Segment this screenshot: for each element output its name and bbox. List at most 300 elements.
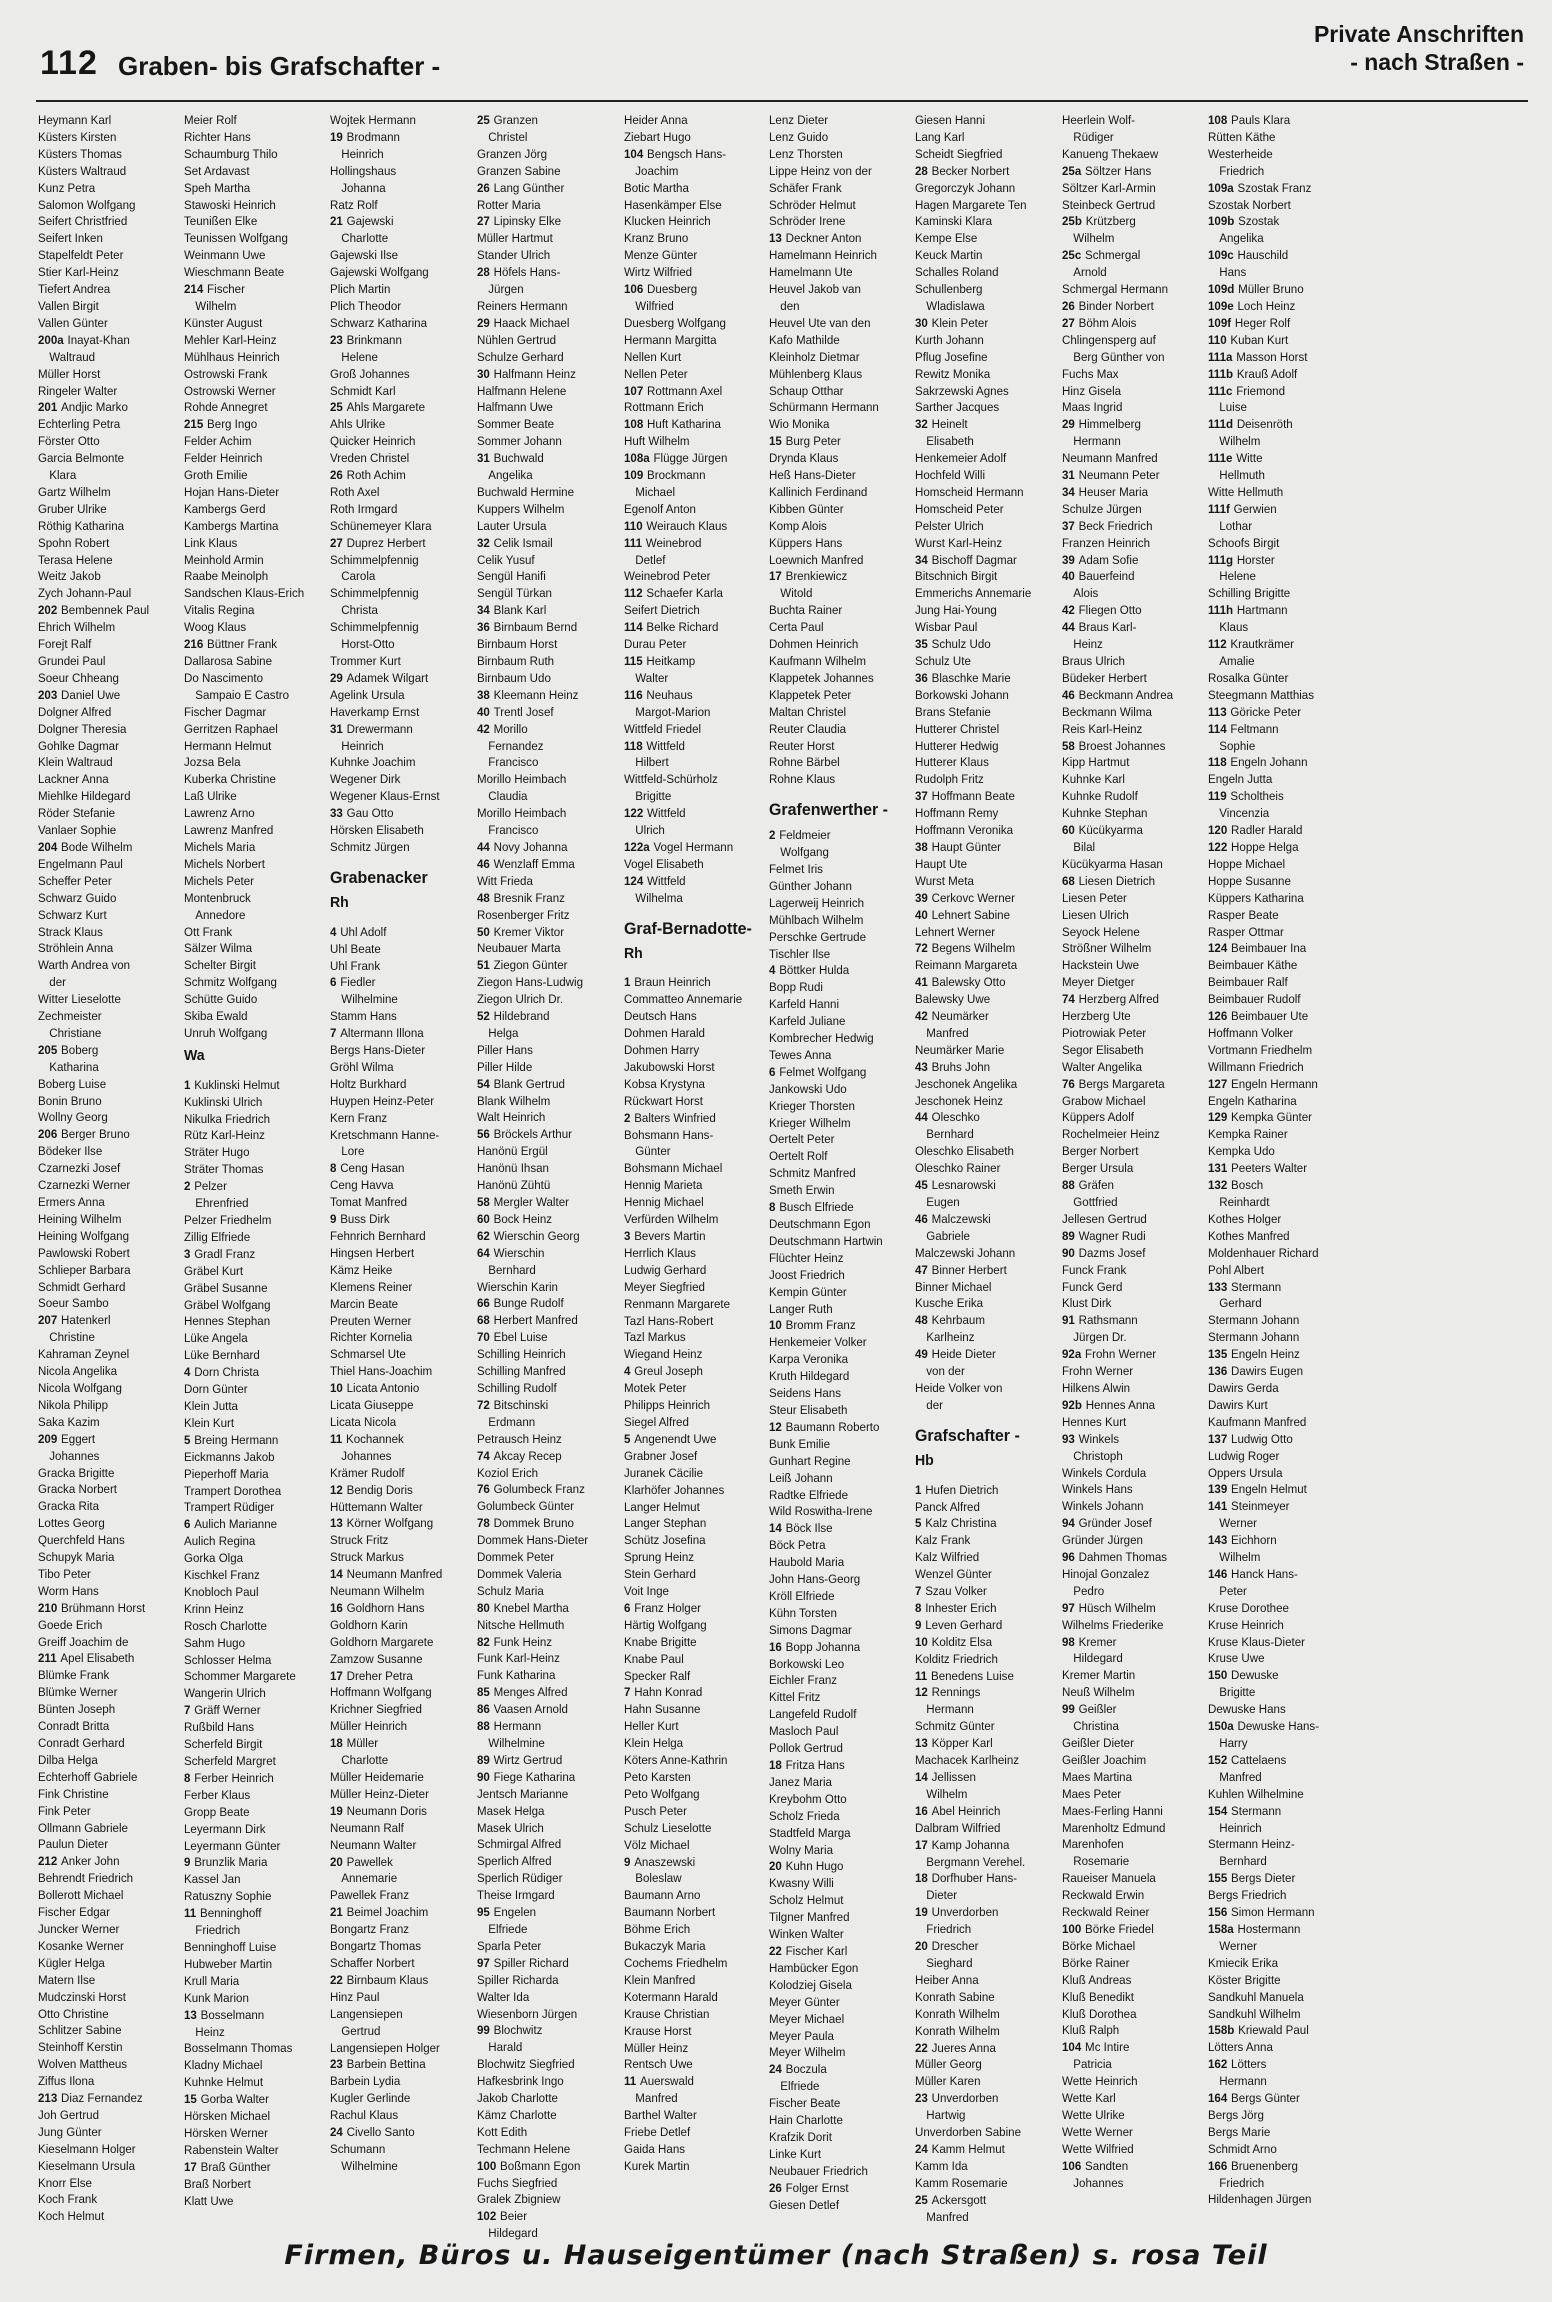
resident-name: Beimbauer Käthe: [1208, 958, 1298, 973]
directory-entry: [624, 1566, 773, 1583]
directory-entry: [1208, 315, 1357, 332]
house-number: 13: [184, 2007, 197, 2022]
resident-name: Blaschke Marie: [931, 670, 1011, 685]
directory-entry: [38, 1600, 187, 1617]
resident-name: Fiege Katharina: [493, 1769, 576, 1784]
directory-entry: [1208, 383, 1357, 400]
directory-entry: [477, 1448, 626, 1465]
resident-name: Heinrich: [341, 146, 384, 161]
directory-entry: [915, 1803, 1064, 1820]
resident-name: Uhl Frank: [330, 958, 381, 973]
resident-name: Beimbauer Ute: [1231, 1009, 1309, 1024]
house-number: 50: [477, 924, 490, 939]
resident-name: Hildegard: [488, 2226, 538, 2241]
house-number: 5: [915, 1516, 922, 1531]
directory-entry: [38, 180, 187, 197]
directory-entry: [330, 1177, 479, 1194]
directory-entry: [769, 1013, 918, 1030]
directory-entry: [184, 1466, 333, 1483]
resident-name: Felder Heinrich: [184, 451, 263, 466]
directory-entry: [330, 2056, 479, 2073]
house-number: 166: [1208, 2158, 1228, 2173]
directory-entry: [330, 518, 479, 535]
resident-name: Zechmeister: [38, 1009, 102, 1024]
house-number: 135: [1208, 1347, 1228, 1362]
resident-name: Walter Angelika: [1062, 1059, 1142, 1074]
directory-entry: [184, 213, 333, 230]
resident-name: Röder Stefanie: [38, 806, 116, 821]
resident-name: Friedrich: [1219, 2175, 1265, 2190]
entry-continuation: [915, 1786, 1064, 1803]
entry-continuation: [1208, 1684, 1357, 1701]
directory-entry: [624, 213, 773, 230]
resident-name: Hennes Anna: [1085, 1397, 1156, 1412]
resident-name: Funk Katharina: [477, 1668, 556, 1683]
resident-name: Feldmeier: [779, 828, 831, 843]
directory-entry: [1208, 1414, 1357, 1431]
resident-name: Konrath Sabine: [915, 1989, 995, 2004]
directory-entry: [769, 1706, 918, 1723]
entry-continuation: [38, 1329, 187, 1346]
section-title: [1314, 20, 1524, 76]
directory-entry: [769, 1520, 918, 1537]
directory-entry: [184, 197, 333, 214]
resident-name: Dieter: [926, 1888, 958, 1903]
resident-name: Klein Manfred: [624, 1972, 696, 1987]
directory-entry: [1062, 383, 1211, 400]
directory-entry: [477, 1701, 626, 1718]
directory-entry: [1062, 518, 1211, 535]
resident-name: Perschke Gertrude: [769, 929, 867, 944]
directory-entry: [1062, 568, 1211, 585]
resident-name: Müller Heinz-Dieter: [330, 1786, 429, 1801]
directory-entry: [38, 1279, 187, 1296]
directory-entry: [915, 1143, 1064, 1160]
entry-continuation: [38, 1448, 187, 1465]
directory-entry: [38, 2158, 187, 2175]
directory-entry: [330, 1735, 479, 1752]
house-number: 98: [1062, 1634, 1075, 1649]
directory-entry: [1062, 1634, 1211, 1651]
house-number: 210: [38, 1600, 58, 1615]
directory-entry: [1062, 298, 1211, 315]
house-number: 40: [477, 704, 490, 719]
resident-name: Fehnrich Bernhard: [330, 1229, 426, 1243]
resident-name: Bunge Rudolf: [493, 1296, 564, 1311]
resident-name: Dohmen Harald: [624, 1026, 705, 1041]
house-number: 72: [915, 941, 928, 956]
directory-entry: [915, 146, 1064, 163]
directory-entry: [184, 2007, 333, 2024]
resident-name: Groth Emilie: [184, 468, 248, 483]
resident-name: Schütz Josefina: [624, 1533, 706, 1548]
resident-name: Geißler Dieter: [1062, 1736, 1134, 1750]
resident-name: Wurst Karl-Heinz: [915, 535, 1003, 550]
resident-name: Helene: [1219, 569, 1256, 584]
directory-entry: [624, 856, 773, 873]
directory-entry: [1208, 957, 1357, 974]
resident-name: Kremer Viktor: [493, 924, 565, 939]
house-number: 204: [38, 839, 58, 854]
directory-entry: [38, 2124, 187, 2141]
resident-name: Bopp Rudi: [769, 980, 823, 995]
directory-entry: [915, 839, 1064, 856]
resident-name: Hörsken Werner: [184, 2125, 268, 2140]
directory-entry: [477, 1786, 626, 1803]
directory-entry: [184, 2057, 333, 2074]
resident-name: Körner Wolfgang: [346, 1516, 434, 1531]
resident-name: Charlotte: [341, 1753, 389, 1768]
resident-name: Haverkamp Ernst: [330, 704, 420, 719]
directory-entry: [38, 1532, 187, 1549]
resident-name: Langefeld Rudolf: [769, 1707, 857, 1722]
resident-name: Blank Gertrud: [493, 1076, 565, 1091]
resident-name: Tomat Manfred: [330, 1195, 408, 1210]
resident-name: Beckmann Andrea: [1078, 687, 1174, 702]
directory-entry: [1208, 1566, 1357, 1583]
directory-entry: [624, 738, 773, 755]
resident-name: Behrendt Friedrich: [38, 1871, 134, 1886]
directory-entry: [624, 1110, 773, 1127]
directory-entry: [915, 2073, 1064, 2090]
resident-name: Nikola Philipp: [38, 1397, 109, 1412]
entry-continuation: [330, 1870, 479, 1887]
directory-entry: [624, 991, 773, 1008]
resident-name: Neumann Ralf: [330, 1820, 404, 1835]
resident-name: Kehrbaum: [931, 1313, 985, 1328]
resident-name: Hanönü Ergül: [477, 1144, 548, 1159]
directory-entry: [915, 383, 1064, 400]
house-number: 35: [915, 637, 928, 652]
house-number: 36: [477, 620, 490, 635]
directory-entry: [330, 1313, 479, 1330]
resident-name: Gräbel Kurt: [184, 1263, 244, 1278]
directory-entry: [38, 924, 187, 941]
directory-entry: [477, 873, 626, 890]
resident-name: Maes Martina: [1062, 1769, 1133, 1784]
resident-name: Berger Bruno: [61, 1127, 130, 1142]
resident-name: Bopp Johanna: [785, 1639, 861, 1654]
resident-name: Stawoski Heinrich: [184, 197, 276, 212]
resident-name: Krause Christian: [624, 2006, 710, 2021]
directory-entry: [1208, 1363, 1357, 1380]
resident-name: Hafkesbrink Ingo: [477, 2074, 564, 2089]
directory-entry: [477, 112, 626, 129]
resident-name: Francisco: [488, 823, 539, 838]
resident-name: Borkowski Leo: [769, 1656, 845, 1671]
directory-entry: [330, 1110, 479, 1127]
resident-name: Krull Maria: [184, 1973, 240, 1988]
directory-entry: [1062, 924, 1211, 941]
resident-name: Gräbel Wolfgang: [184, 1297, 271, 1312]
directory-entry: [1208, 2039, 1357, 2056]
house-number: 162: [1208, 2057, 1228, 2072]
house-number: 51: [477, 958, 490, 973]
directory-entry: [477, 1498, 626, 1515]
house-number: 30: [477, 366, 490, 381]
directory-entry: [477, 383, 626, 400]
resident-name: Schmirgal Alfred: [477, 1837, 562, 1852]
house-number: 96: [1062, 1550, 1075, 1565]
directory-entry: [477, 771, 626, 788]
resident-name: Hubweber Martin: [184, 1956, 273, 1971]
directory-entry: [1208, 1718, 1357, 1735]
resident-name: Barbein Bettina: [346, 2057, 426, 2072]
directory-entry: [477, 1820, 626, 1837]
resident-name: Binner Herbert: [931, 1262, 1007, 1277]
directory-entry: [1208, 298, 1357, 315]
directory-entry: [477, 1989, 626, 2006]
resident-name: Konrath Wilhelm: [915, 2023, 1000, 2038]
directory-entry: [624, 1820, 773, 1837]
directory-entry: [477, 2006, 626, 2023]
house-number: 1: [915, 1482, 922, 1497]
directory-entry: [477, 1836, 626, 1853]
directory-entry: [477, 1955, 626, 1972]
directory-entry: [184, 1212, 333, 1229]
resident-name: Montenbruck: [184, 890, 251, 905]
directory-entry: [1208, 585, 1357, 602]
house-number: 26: [477, 180, 490, 195]
resident-name: Winkels Johann: [1062, 1499, 1144, 1514]
directory-entry: [1208, 1059, 1357, 1076]
entry-continuation: [184, 1922, 333, 1939]
resident-name: Detlef: [635, 552, 666, 567]
directory-entry: [38, 738, 187, 755]
resident-name: Horst-Otto: [341, 637, 395, 652]
house-number: 111b: [1208, 366, 1234, 381]
resident-name: Kolditz Friedrich: [915, 1651, 998, 1666]
directory-entry: [330, 1972, 479, 1989]
resident-name: Kipp Hartmut: [1062, 755, 1130, 770]
resident-name: Schwarz Kurt: [38, 907, 107, 922]
resident-name: Kotermann Harald: [624, 1989, 718, 2004]
entry-continuation: [624, 754, 773, 771]
resident-name: Soeur Sambo: [38, 1296, 109, 1311]
resident-name: Radler Harald: [1231, 823, 1303, 838]
resident-name: Friedrich: [926, 1922, 972, 1937]
resident-name: Kugler Gerlinde: [330, 2091, 411, 2106]
house-number: 32: [477, 535, 490, 550]
resident-name: Feltmann: [1230, 721, 1279, 736]
house-number: 18: [769, 1758, 782, 1772]
directory-entry: [330, 1651, 479, 1668]
directory-entry: [38, 552, 187, 569]
directory-entry: [330, 2006, 479, 2023]
directory-entry: [38, 433, 187, 450]
directory-entry: [184, 1178, 333, 1195]
resident-name: Helga: [488, 1025, 519, 1040]
resident-name: Giesen Detlef: [769, 2197, 840, 2212]
entry-continuation: [184, 1195, 333, 1212]
house-number: 120: [1208, 823, 1228, 838]
resident-name: Kröll Elfriede: [769, 1588, 835, 1603]
directory-entry: [769, 518, 918, 535]
resident-name: Bohsmann Michael: [624, 1161, 723, 1176]
resident-name: Bernhard: [1219, 1854, 1267, 1869]
house-number: 64: [477, 1245, 490, 1260]
directory-entry: [769, 653, 918, 670]
entry-continuation: [1062, 1194, 1211, 1211]
directory-entry: [184, 332, 333, 349]
directory-entry: [915, 129, 1064, 146]
resident-name: Botic Martha: [624, 180, 689, 195]
resident-name: Stermann: [1231, 1803, 1282, 1818]
directory-entry: [477, 213, 626, 230]
directory-entry: [184, 1838, 333, 1855]
resident-name: Scheffer Peter: [38, 873, 112, 888]
directory-entry: [1208, 247, 1357, 264]
directory-entry: [184, 1584, 333, 1601]
directory-entry: [184, 1297, 333, 1314]
directory-entry: [915, 399, 1064, 416]
resident-name: Wagner Rudi: [1078, 1228, 1146, 1243]
resident-name: Sandkuhl Manuela: [1208, 1989, 1304, 2004]
directory-entry: [1208, 1109, 1357, 1126]
resident-name: Morillo Heimbach: [477, 806, 567, 821]
resident-name: Schupyk Maria: [38, 1550, 115, 1565]
resident-name: Wittfeld: [647, 873, 686, 888]
house-number: 2: [184, 1179, 191, 1194]
house-number: 70: [477, 1330, 490, 1345]
directory-entry: [624, 1549, 773, 1566]
resident-name: Hoffmann Remy: [915, 806, 999, 821]
resident-name: Peto Wolfgang: [624, 1786, 700, 1801]
resident-name: Sandschen Klaus-Erich: [184, 586, 305, 601]
resident-name: Gajewski Ilse: [330, 248, 399, 263]
directory-entry: [38, 1465, 187, 1482]
resident-name: Neuß Wilhelm: [1062, 1685, 1135, 1700]
directory-entry: [1208, 2124, 1357, 2141]
resident-name: Bitschinski: [493, 1397, 549, 1412]
resident-name: Weirauch Klaus: [646, 518, 728, 533]
house-number: 99: [477, 2023, 490, 2038]
resident-name: Goede Erich: [38, 1617, 103, 1632]
directory-entry: [184, 1854, 333, 1871]
resident-name: Seifert Inken: [38, 231, 103, 246]
resident-name: Kosanke Werner: [38, 1938, 124, 1953]
directory-entry: [477, 298, 626, 315]
resident-name: Langensiepen Holger: [330, 2040, 440, 2055]
resident-name: Rottmann Erich: [624, 400, 704, 415]
resident-name: Witte: [1236, 451, 1263, 466]
directory-entry: [915, 1059, 1064, 1076]
resident-name: Janez Maria: [769, 1774, 832, 1789]
resident-name: Nitsche Hellmuth: [477, 1617, 565, 1632]
directory-entry: [1208, 873, 1357, 890]
directory-entry: [1062, 1431, 1211, 1448]
entry-continuation: [915, 1955, 1064, 1972]
resident-name: Charlotte: [341, 231, 389, 246]
resident-name: Schmidt Arno: [1208, 2141, 1277, 2156]
entry-continuation: [1062, 129, 1211, 146]
directory-entry: [1208, 1752, 1357, 1769]
directory-entry: [624, 1752, 773, 1769]
directory-entry: [624, 1194, 773, 1211]
resident-name: Teunissen Wolfgang: [184, 231, 288, 246]
resident-name: Rüdiger: [1073, 129, 1114, 144]
resident-name: Rosemarie: [1073, 1854, 1130, 1869]
directory-entry: [330, 1634, 479, 1651]
resident-name: Gräfen: [1078, 1178, 1114, 1193]
directory-entry: [915, 416, 1064, 433]
directory-entry: [330, 805, 479, 822]
resident-name: Pusch Peter: [624, 1803, 687, 1818]
directory-entry: [624, 349, 773, 366]
resident-name: Fink Christine: [38, 1786, 109, 1801]
resident-name: Manfred: [635, 2091, 678, 2106]
directory-entry: [769, 568, 918, 585]
resident-name: Michels Maria: [184, 839, 256, 854]
resident-name: Bröckels Arthur: [493, 1127, 573, 1142]
resident-name: Köpper Karl: [931, 1736, 993, 1751]
resident-name: Oleschko: [931, 1110, 980, 1125]
directory-entry: [1208, 2056, 1357, 2073]
house-number: 118: [624, 738, 643, 753]
directory-entry: [769, 332, 918, 349]
resident-name: Heinz: [1073, 637, 1103, 652]
entry-continuation: [38, 974, 187, 991]
resident-name: Wiegand Heinz: [624, 1347, 703, 1362]
directory-entry: [477, 957, 626, 974]
directory-entry: [1208, 940, 1357, 957]
directory-entry: [1208, 1380, 1357, 1397]
house-number: 7: [330, 1026, 337, 1041]
directory-entry: [915, 721, 1064, 738]
directory-entry: [184, 805, 333, 822]
resident-name: Bilal: [1073, 839, 1096, 854]
directory-entry: [330, 839, 479, 856]
directory-entry: [477, 399, 626, 416]
resident-name: Gottfried: [1073, 1195, 1118, 1209]
directory-entry: [184, 416, 333, 433]
directory-entry: [915, 2158, 1064, 2175]
directory-entry: [38, 1786, 187, 1803]
entry-continuation: [184, 2024, 333, 2041]
directory-entry: [1208, 1887, 1357, 1904]
resident-name: Klara: [49, 468, 77, 483]
directory-entry: [915, 1752, 1064, 1769]
resident-name: Cerkovc Werner: [931, 890, 1015, 905]
directory-entry: [624, 1600, 773, 1617]
directory-entry: [38, 1684, 187, 1701]
entry-continuation: [330, 2023, 479, 2040]
directory-entry: [38, 450, 187, 467]
resident-name: Henkemeier Adolf: [915, 451, 1007, 466]
directory-entry: [184, 754, 333, 771]
resident-name: Dawirs Kurt: [1208, 1397, 1268, 1412]
house-number: 25b: [1062, 214, 1082, 229]
directory-entry: [1062, 1295, 1211, 1312]
resident-name: Weinmann Uwe: [184, 248, 266, 263]
directory-entry: [330, 2107, 479, 2124]
directory-entry: [915, 653, 1064, 670]
directory-entry: [184, 1956, 333, 1973]
directory-entry: [330, 704, 479, 721]
directory-entry: [38, 1262, 187, 1279]
entry-continuation: [477, 129, 626, 146]
resident-name: Blank Karl: [493, 603, 547, 618]
directory-entry: [1208, 1786, 1357, 1803]
directory-entry: [477, 1583, 626, 1600]
directory-entry: [38, 1346, 187, 1363]
directory-entry: [1062, 619, 1211, 636]
directory-entry: [330, 298, 479, 315]
entry-continuation: [915, 2107, 1064, 2124]
directory-entry: [184, 1719, 333, 1736]
resident-name: Schlitzer Sabine: [38, 2023, 122, 2038]
resident-name: Mc Intire: [1085, 2040, 1130, 2055]
